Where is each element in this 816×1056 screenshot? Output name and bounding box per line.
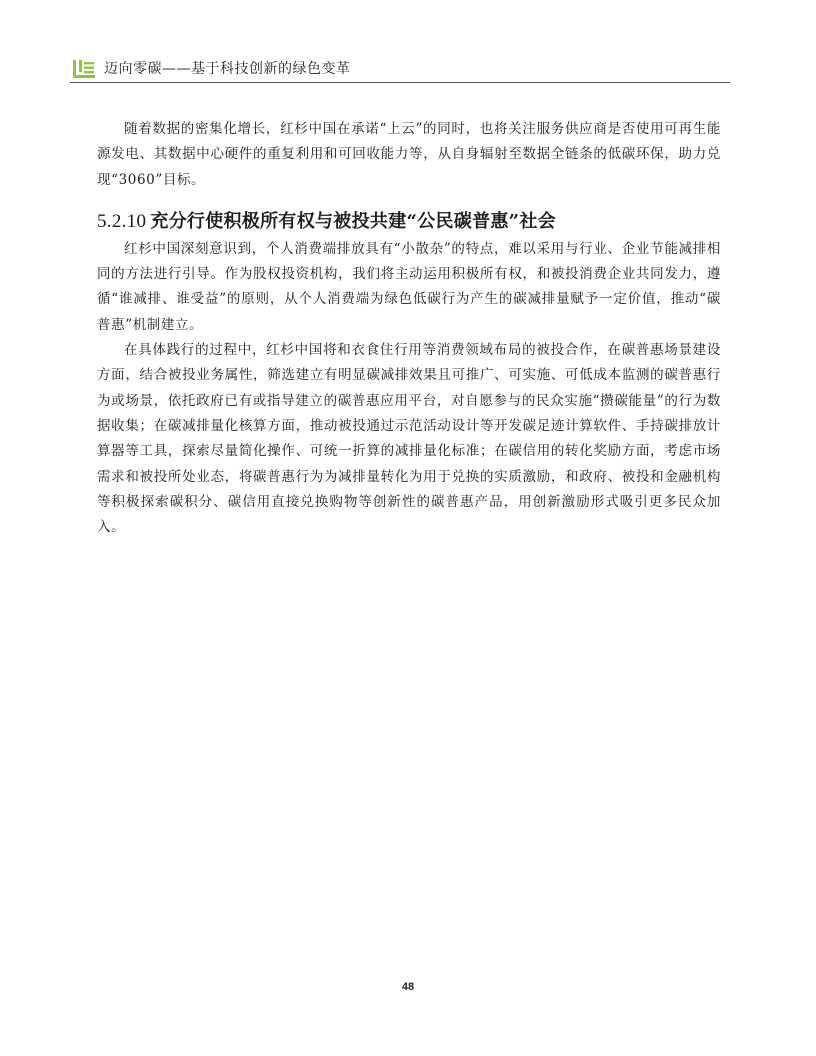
page-number: 48 [401,981,415,993]
body-paragraph: 在具体践行的过程中，红杉中国将和衣食住行用等消费领域布局的被投合作，在碳普惠场景建设方面，结合被投业务属性，筛选建立有明显碳减排效果且可推广、可实施、可低成本监测的碳普惠行为或场景，依托政府已有或指导建立的碳普惠应用平台，对自愿参与的民众实施“攒碳能量”的行为数据收集；在碳减排量化核算方面，推动被投通过示范活动设计等开发碳足迹计算软件、手持碳排放计算器等工具，探索尽量简化操作、可统一折算的减排量化标准；在碳信用的转化奖励方面，考虑市场需求和被投所处业态，将碳普惠行为为减排量转化为用于兑换的实质激励，和政府、被投和金融机构等积极探索碳积分、碳信用直接兑换购物等创新性的碳普惠产品，用创新激励形式吸引更多民众加入。 [97,342,721,536]
logo-icon [73,60,95,78]
section-title: 充分行使积极所有权与被投共建“公民碳普惠”社会 [150,210,556,232]
page-content [97,117,721,540]
body-paragraph: 红杉中国深刻意识到，个人消费端排放具有“小散杂”的特点，难以采用与行业、企业节能减排相同的方法进行引导。作为股权投资机构，我们将主动运用积极所有权，和被投消费企业共同发力，遵循“谁减排、谁受益”的原则，从个人消费端为绿色低碳行为产生的碳减排量赋予一定价值，推动“碳普惠”机制建立。 [97,240,721,333]
body-paragraph: 随着数据的密集化增长，红杉中国在承诺“上云”的同时，也将关注服务供应商是否使用可再生能源发电、其数据中心硬件的重复利用和可回收能力等，从自身辐射至数据全链条的低碳环保，助力兑现“3060”目标。 [97,121,721,188]
section-heading [97,209,721,235]
section-number: 5.2.10 [97,210,147,232]
page-header [70,59,730,83]
header-divider [70,82,730,83]
header-title: 迈向零碳——基于科技创新的绿色变革 [104,61,351,77]
